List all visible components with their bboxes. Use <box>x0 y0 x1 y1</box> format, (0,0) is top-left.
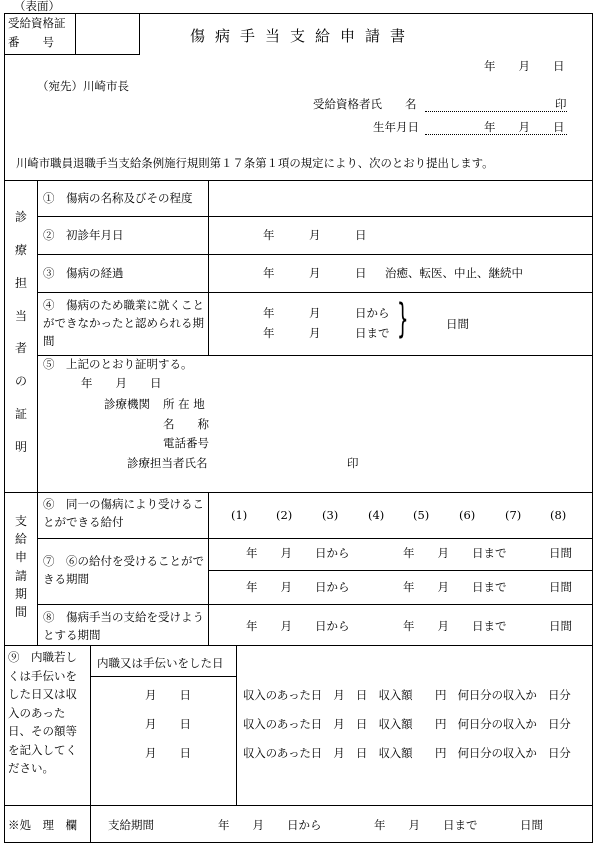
page-side-label: （表面） <box>14 0 60 13</box>
row6-label: ⑥ 同一の傷病により受けることができる給付 <box>43 497 204 529</box>
row5-name-label: 名 称 <box>163 417 209 431</box>
processing-days[interactable]: 日間 <box>520 818 543 832</box>
work-header-bottom <box>90 676 237 677</box>
cert-no-label-2: 番 号 <box>8 35 54 49</box>
row5-seal: 印 <box>347 456 359 470</box>
row1-bottom <box>37 216 593 217</box>
doctor-section-label: 診 療 担 当 者 の 証 明 <box>14 210 27 454</box>
row7a-to[interactable]: 年 月 日まで <box>403 546 507 560</box>
frame-bottom <box>4 842 593 843</box>
work-section-label: ⑨ 内職若しくは手伝いをした日又は収入のあった日、その額等を記入してください。 <box>8 650 77 775</box>
row6-option-5[interactable]: (5) <box>413 508 430 522</box>
row8-from[interactable]: 年 月 日から <box>246 619 350 633</box>
row3-label: ③ 傷病の経過 <box>43 266 124 280</box>
row7b-to[interactable]: 年 月 日まで <box>403 580 507 594</box>
row1-input[interactable] <box>214 186 586 211</box>
processing-label: ※処 理 欄 <box>8 818 77 832</box>
payment-section-label: 支 給 申 請 期 間 <box>14 514 27 619</box>
frame-left <box>4 13 5 843</box>
row7a-from[interactable]: 年 月 日から <box>246 546 350 560</box>
row7b-from[interactable]: 年 月 日から <box>246 580 350 594</box>
birth-label: 生年月日 <box>373 120 419 134</box>
row5-label: ⑤ 上記のとおり証明する。 <box>43 357 193 371</box>
row5-tel-label: 電話番号 <box>163 436 209 450</box>
payment-item-col-line <box>208 492 209 645</box>
row8-label: ⑧ 傷病手当の支給を受けようとする期間 <box>43 610 204 642</box>
doctor-item-col-line <box>208 180 209 355</box>
row7a-days[interactable]: 日間 <box>549 546 572 560</box>
row8-to[interactable]: 年 月 日まで <box>403 619 507 633</box>
cert-box-right <box>139 13 140 54</box>
intro-text: 川崎市職員退職手当支給条例施行規則第１７条第１項の規定により、次のとおり提出します。 <box>16 156 494 170</box>
addressee: （宛先）川崎市長 <box>37 79 129 93</box>
row4-days[interactable]: 日間 <box>446 317 469 331</box>
row5-address-label: 所 在 地 <box>163 397 205 411</box>
payment-label-col-line <box>37 492 38 645</box>
row6-option-4[interactable]: (4) <box>368 508 385 522</box>
doctor-label-col-line <box>37 180 38 492</box>
work-day-1[interactable]: 月 日 <box>145 688 191 702</box>
name-label: 受給資格者氏 名 <box>313 97 417 111</box>
row5-date[interactable]: 年 月 日 <box>81 376 162 390</box>
row7-bottom <box>37 604 593 605</box>
processing-from[interactable]: 年 月 日から <box>218 818 322 832</box>
birth-date-input[interactable]: 年 月 日 <box>484 120 565 134</box>
row7-split <box>208 570 593 571</box>
row4-to[interactable]: 年 月 日まで <box>263 326 390 340</box>
name-seal: 印 <box>555 97 567 111</box>
cert-box-bottom <box>4 54 140 55</box>
page-title: 傷病手当支給申請書 <box>190 27 416 45</box>
processing-period-label: 支給期間 <box>108 818 154 832</box>
row6-option-3[interactable]: (3) <box>322 508 339 522</box>
cert-no-input[interactable] <box>82 24 132 44</box>
cert-box-divider <box>75 13 76 54</box>
work-label-col-line <box>90 645 91 842</box>
work-income-2[interactable]: 収入のあった日 月 日 収入額 円 何日分の収入か 日分 <box>243 717 571 731</box>
row2-label: ② 初診年月日 <box>43 228 124 242</box>
row6-option-8[interactable]: (8) <box>550 508 567 522</box>
payment-section-bottom <box>4 645 593 646</box>
processing-to[interactable]: 年 月 日まで <box>374 818 478 832</box>
name-input[interactable] <box>424 96 552 111</box>
work-date-col-line <box>236 645 237 805</box>
row3-date[interactable]: 年 月 日 <box>263 266 367 280</box>
table-top-line <box>4 180 593 181</box>
name-dotted-line <box>425 111 567 112</box>
doctor-section-bottom <box>4 492 593 493</box>
row6-option-7[interactable]: (7) <box>505 508 522 522</box>
row2-date[interactable]: 年 月 日 <box>263 228 367 242</box>
row7-label: ⑦ ⑥の給付を受けることができる期間 <box>43 554 204 586</box>
brace-icon: } <box>397 296 409 342</box>
work-col-header: 内職又は手伝いをした日 <box>97 656 224 670</box>
row7b-days[interactable]: 日間 <box>549 580 572 594</box>
row6-option-2[interactable]: (2) <box>276 508 293 522</box>
cert-no-label-1: 受給資格証 <box>8 16 66 30</box>
work-section-bottom <box>4 805 593 806</box>
birth-dotted-line <box>425 134 567 135</box>
frame-top <box>4 13 593 14</box>
row5-institution-label: 診療機関 <box>104 397 150 411</box>
row4-bottom <box>37 355 593 356</box>
frame-right <box>592 13 593 843</box>
work-income-3[interactable]: 収入のあった日 月 日 収入額 円 何日分の収入か 日分 <box>243 746 571 760</box>
work-day-2[interactable]: 月 日 <box>145 717 191 731</box>
row2-bottom <box>37 254 593 255</box>
row4-from[interactable]: 年 月 日から <box>263 306 390 320</box>
work-day-3[interactable]: 月 日 <box>145 746 191 760</box>
row3-bottom <box>37 292 593 293</box>
row1-label: ① 傷病の名称及びその程度 <box>43 191 193 205</box>
row8-days[interactable]: 日間 <box>549 619 572 633</box>
row4-label: ④ 傷病のため職業に就くことができなかったと認められる期間 <box>43 298 204 348</box>
row3-status-options[interactable]: 治癒、転医、中止、継続中 <box>385 266 523 280</box>
row5-doctor-label: 診療担当者氏名 <box>127 456 208 470</box>
work-income-1[interactable]: 収入のあった日 月 日 収入額 円 何日分の収入か 日分 <box>243 688 571 702</box>
row6-option-6[interactable]: (6) <box>459 508 476 522</box>
submit-date[interactable]: 年 月 日 <box>484 59 565 73</box>
row6-bottom <box>37 538 593 539</box>
row6-option-1[interactable]: (1) <box>231 508 248 522</box>
